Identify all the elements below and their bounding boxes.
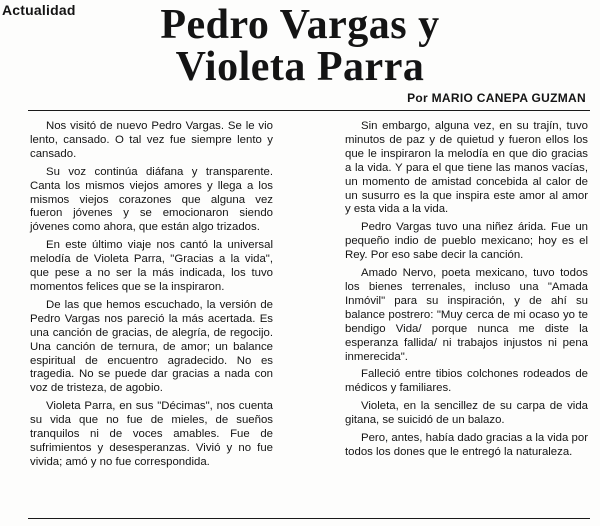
paragraph: Violeta Parra, en sus "Décimas", nos cuenta su vida que no fue de mieles, de sueños tranquilos ni de voces amables. Fue de sufrimientos y desesperanzas. Vivió y no fue vivida; amó y no fue correspondida.	[30, 400, 273, 468]
paragraph: Nos visitó de nuevo Pedro Vargas. Se le vio lento, cansado. O tal vez fue siempre lento y cansado.	[30, 120, 273, 160]
byline: Por MARIO CANEPA GUZMAN	[407, 91, 586, 105]
paragraph: Violeta, en la sencillez de su carpa de vida gitana, se suicidó de un balazo.	[345, 400, 588, 427]
paragraph: Amado Nervo, poeta mexicano, tuvo todos los bienes terrenales, incluso una "Amada Inmóvil" para su inspiración, y de ahí su balance postrero: "Muy cerca de mi ocaso yo te bendigo Vida/ porque nunca me diste la esperanza fallida/ ni trabajos injustos ni pena inmerecida".	[345, 267, 588, 363]
headline-line-1: Pedro Vargas y	[160, 2, 440, 48]
section-label: Actualidad	[2, 2, 76, 18]
paragraph: Falleció entre tibios colchones rodeados de médicos y familiares.	[345, 368, 588, 395]
paragraph: Pedro Vargas tuvo una niñez árida. Fue un pequeño indio de pueblo mexicano; hoy es el Rey. Por eso sabe decir la canción.	[345, 221, 588, 262]
article-column-right	[345, 120, 588, 464]
paragraph: Pero, antes, había dado gracias a la vida por todos los dones que le entregó la naturaleza.	[345, 432, 588, 458]
top-rule	[28, 110, 590, 111]
bottom-rule	[28, 518, 590, 519]
article-column-left	[30, 120, 273, 474]
paragraph: En este último viaje nos cantó la universal melodía de Violeta Parra, "Gracias a la vida", que pese a no ser la más indicada, los tuvo momentos felices que se la inspiraron.	[30, 239, 273, 293]
headline-line-2: Violeta Parra	[175, 44, 425, 90]
paragraph: Sin embargo, alguna vez, en su trajín, tuvo minutos de paz y de quietud y fueron ellos los que le inspiraron la melodía en que dio gracias a la vida. Y para el que tiene las manos vacías, un momento de amistad concebida al calor de un susurro es la que inspira este amor al amor y esta vida a la vida.	[345, 120, 588, 216]
paragraph: Su voz continúa diáfana y transparente. Canta los mismos viejos amores y llega a los mismos viejos corazones que alguna vez fueron jóvenes y se emocionaron siendo jóvenes como ahora, que están algo trizados.	[30, 165, 273, 234]
paragraph: De las que hemos escuchado, la versión de Pedro Vargas nos pareció la más acertada. Es una canción de gracias, de alegría, de regocijo. Una canción de ternura, de amor; un balance espiritual de encuentro agradecido. No es tragedia. No se puede dar gracias a nada con voz de tristeza, de agobio.	[30, 298, 273, 395]
